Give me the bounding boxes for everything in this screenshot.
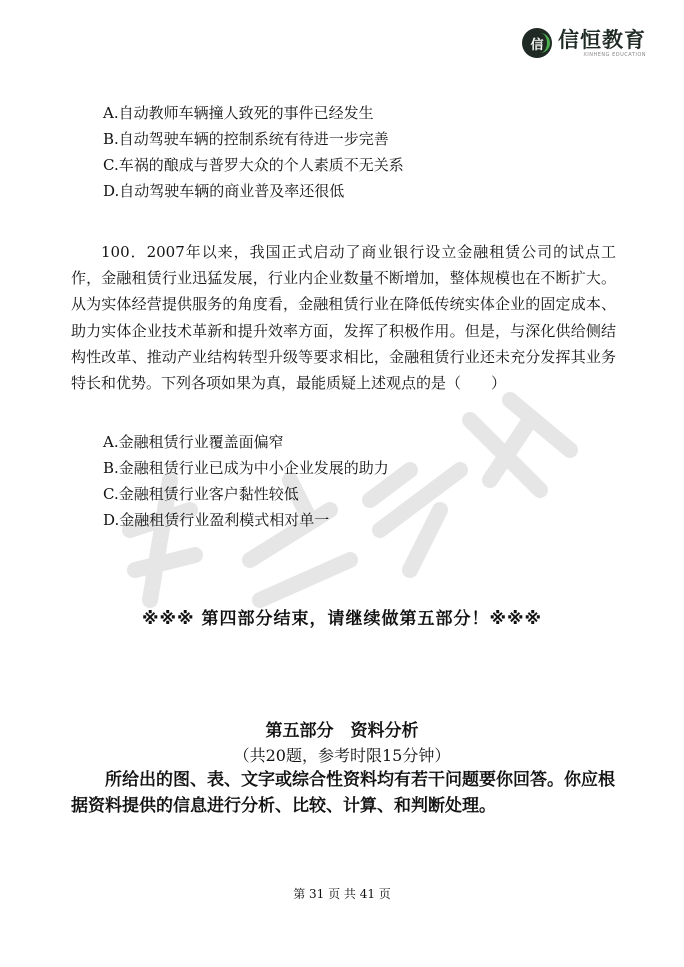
part5-description: 所给出的图、表、文字或综合性资料均有若干问题要你回答。你应根据资料提供的信息进行分析、比较、计算、和判断处理。 — [71, 770, 615, 816]
prev-option-a: A.自动教师车辆撞人致死的事件已经发生 — [103, 104, 374, 122]
part5-title: 第五部分 资料分析 — [265, 721, 419, 741]
brand-logo — [522, 28, 646, 58]
brand-logo-text — [558, 28, 646, 58]
q100-option-d: D.金融租赁行业盈利模式相对单一 — [103, 511, 330, 529]
q100-option-c: C.金融租赁行业客户黏性较低 — [103, 485, 299, 503]
prev-option-b: B.自动驾驶车辆的控制系统有待进一步完善 — [103, 130, 389, 148]
question-100-stem: 100．2007年以来，我国正式启动了商业银行设立金融租赁公司的试点工作，金融租赁行业迅猛发展，行业内企业数量不断增加，整体规模也在不断扩大。从为实体经营提供服务的角度看，金融租赁行业在降低传统实体企业的固定成本、助力实体企业技术革新和提升效率方面，发挥了积极作用。但是，与深化供给侧结构性改革、推动产业结构转型升级等要求相比，金融租赁行业还未充分发挥其业务特长和优势。下列各项如果为真，最能质疑上述观点的是（ ） — [71, 243, 616, 393]
brand-logo-mark: 信 — [522, 28, 552, 58]
brand-tagline: XINHENG EDUCATION — [583, 52, 646, 58]
part5-subtitle: （共20题，参考时限15分钟） — [233, 746, 451, 765]
page-footer: 第 31 页 共 41 页 — [293, 887, 391, 901]
part4-end-banner: ※※※ 第四部分结束，请继续做第五部分！※※※ — [141, 609, 543, 629]
q100-option-b: B.金融租赁行业已成为中小企业发展的助力 — [103, 459, 389, 477]
brand-name: 信恒教育 — [558, 28, 646, 52]
prev-option-d: D.自动驾驶车辆的商业普及率还很低 — [103, 182, 345, 200]
q100-option-a: A.金融租赁行业覆盖面偏窄 — [103, 433, 284, 451]
prev-option-c: C.车祸的酿成与普罗大众的个人素质不无关系 — [103, 156, 404, 174]
